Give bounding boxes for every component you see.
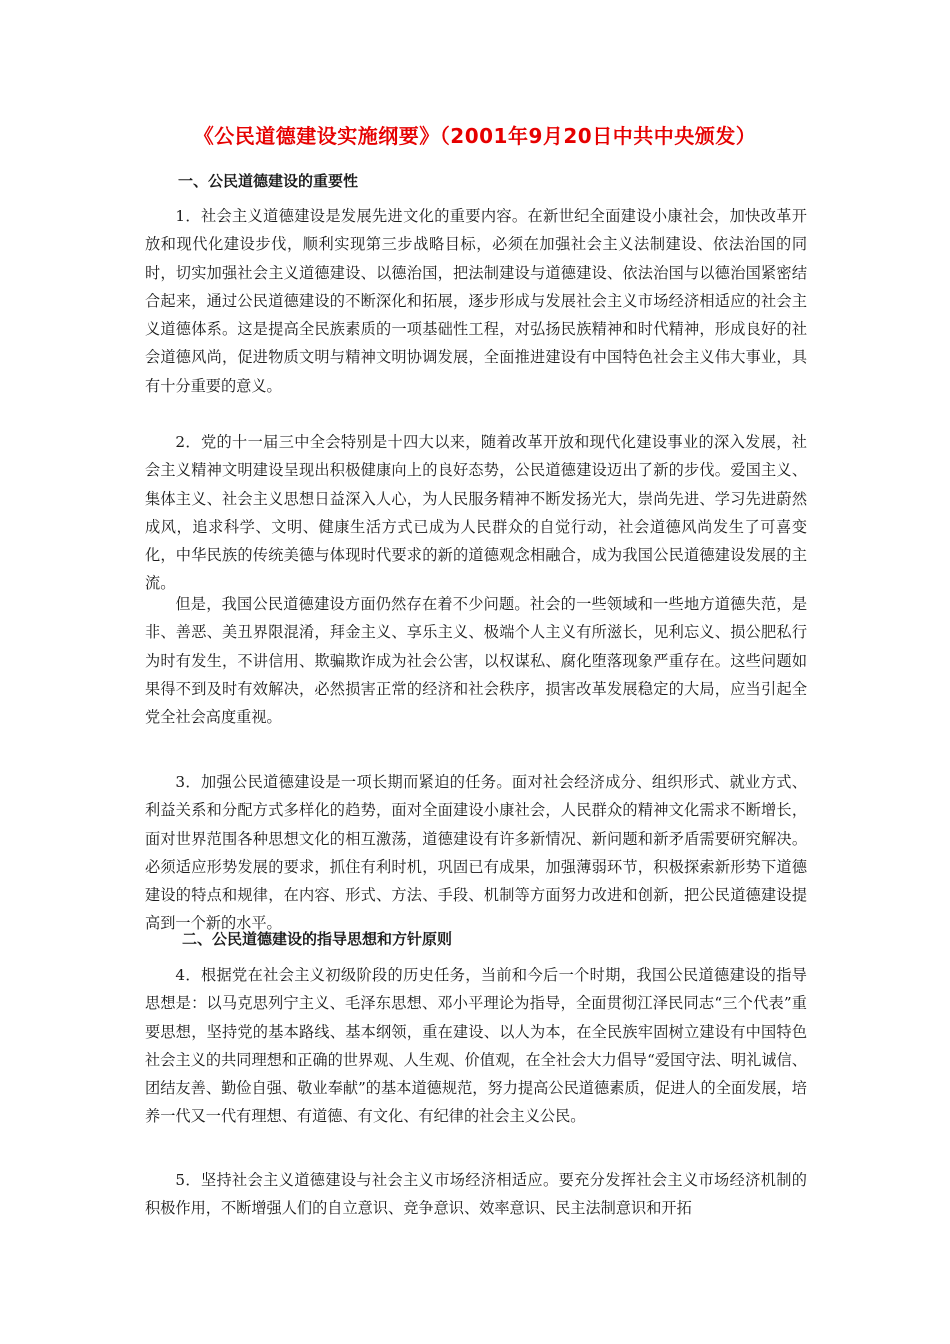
- paragraph: 5．坚持社会主义道德建设与社会主义市场经济相适应。要充分发挥社会主义市场经济机制的积极作用，不断增强人们的自立意识、竞争意识、效率意识、民主法制意识和开拓: [145, 1171, 807, 1218]
- paragraph: 2．党的十一届三中全会特别是十四大以来，随着改革开放和现代化建设事业的深入发展，社会主义精神文明建设呈现出积极健康向上的良好态势，公民道德建设迈出了新的步伐。爱国主义、集体主义、社会主义思想日益深入人心，为人民服务精神不断发扬光大，崇尚先进、学习先进蔚然成风，追求科学、文明、健康生活方式已成为人民群众的自觉行动，社会道德风尚发生了可喜变化，中华民族的传统美德与体现时代要求的新的道德观念相融合，成为我国公民道德建设发展的主流。: [145, 433, 807, 593]
- document-title: 《公民道德建设实施纲要》（2001年9月20日中共中央颁发）: [193, 124, 757, 148]
- paragraph: 4．根据党在社会主义初级阶段的历史任务，当前和今后一个时期，我国公民道德建设的指导思想是：以马克思列宁主义、毛泽东思想、邓小平理论为指导，全面贯彻江泽民同志“三个代表”重要思想，坚持党的基本路线、基本纲领，重在建设、以人为本，在全民族牢固树立建设有中国特色社会主义的共同理想和正确的世界观、人生观、价值观，在全社会大力倡导“爱国守法、明礼诚信、团结友善、勤俭自强、敬业奉献”的基本道德规范，努力提高公民道德素质，促进人的全面发展，培养一代又一代有理想、有道德、有文化、有纪律的社会主义公民。: [145, 966, 807, 1126]
- paragraph: 3．加强公民道德建设是一项长期而紧迫的任务。面对社会经济成分、组织形式、就业方式、利益关系和分配方式多样化的趋势，面对全面建设小康社会，人民群众的精神文化需求不断增长，面对世界范围各种思想文化的相互激荡，道德建设有许多新情况、新问题和新矛盾需要研究解决。必须适应形势发展的要求，抓住有利时机，巩固已有成果，加强薄弱环节，积极探索新形势下道德建设的特点和规律，在内容、形式、方法、手段、机制等方面努力改进和创新，把公民道德建设提高到一个新的水平。: [145, 773, 807, 933]
- paragraph: 1．社会主义道德建设是发展先进文化的重要内容。在新世纪全面建设小康社会，加快改革开放和现代化建设步伐，顺利实现第三步战略目标，必须在加强社会主义法制建设、依法治国的同时，切实加强社会主义道德建设、以德治国，把法制建设与道德建设、依法治国与以德治国紧密结合起来，通过公民道德建设的不断深化和拓展，逐步形成与发展社会主义市场经济相适应的社会主义道德体系。这是提高全民族素质的一项基础性工程，对弘扬民族精神和时代精神，形成良好的社会道德风尚，促进物质文明与精神文明协调发展，全面推进建设有中国特色社会主义伟大事业，具有十分重要的意义。: [145, 207, 807, 395]
- paragraph: 但是，我国公民道德建设方面仍然存在着不少问题。社会的一些领域和一些地方道德失范，是非、善恶、美丑界限混淆，拜金主义、享乐主义、极端个人主义有所滋长，见利忘义、损公肥私行为时有发生，不讲信用、欺骗欺诈成为社会公害，以权谋私、腐化堕落现象严重存在。这些问题如果得不到及时有效解决，必然损害正常的经济和社会秩序，损害改革发展稳定的大局，应当引起全党全社会高度重视。: [145, 595, 807, 727]
- section-heading: 一、公民道德建设的重要性: [178, 172, 359, 190]
- section-heading: 二、公民道德建设的指导思想和方针原则: [182, 930, 453, 948]
